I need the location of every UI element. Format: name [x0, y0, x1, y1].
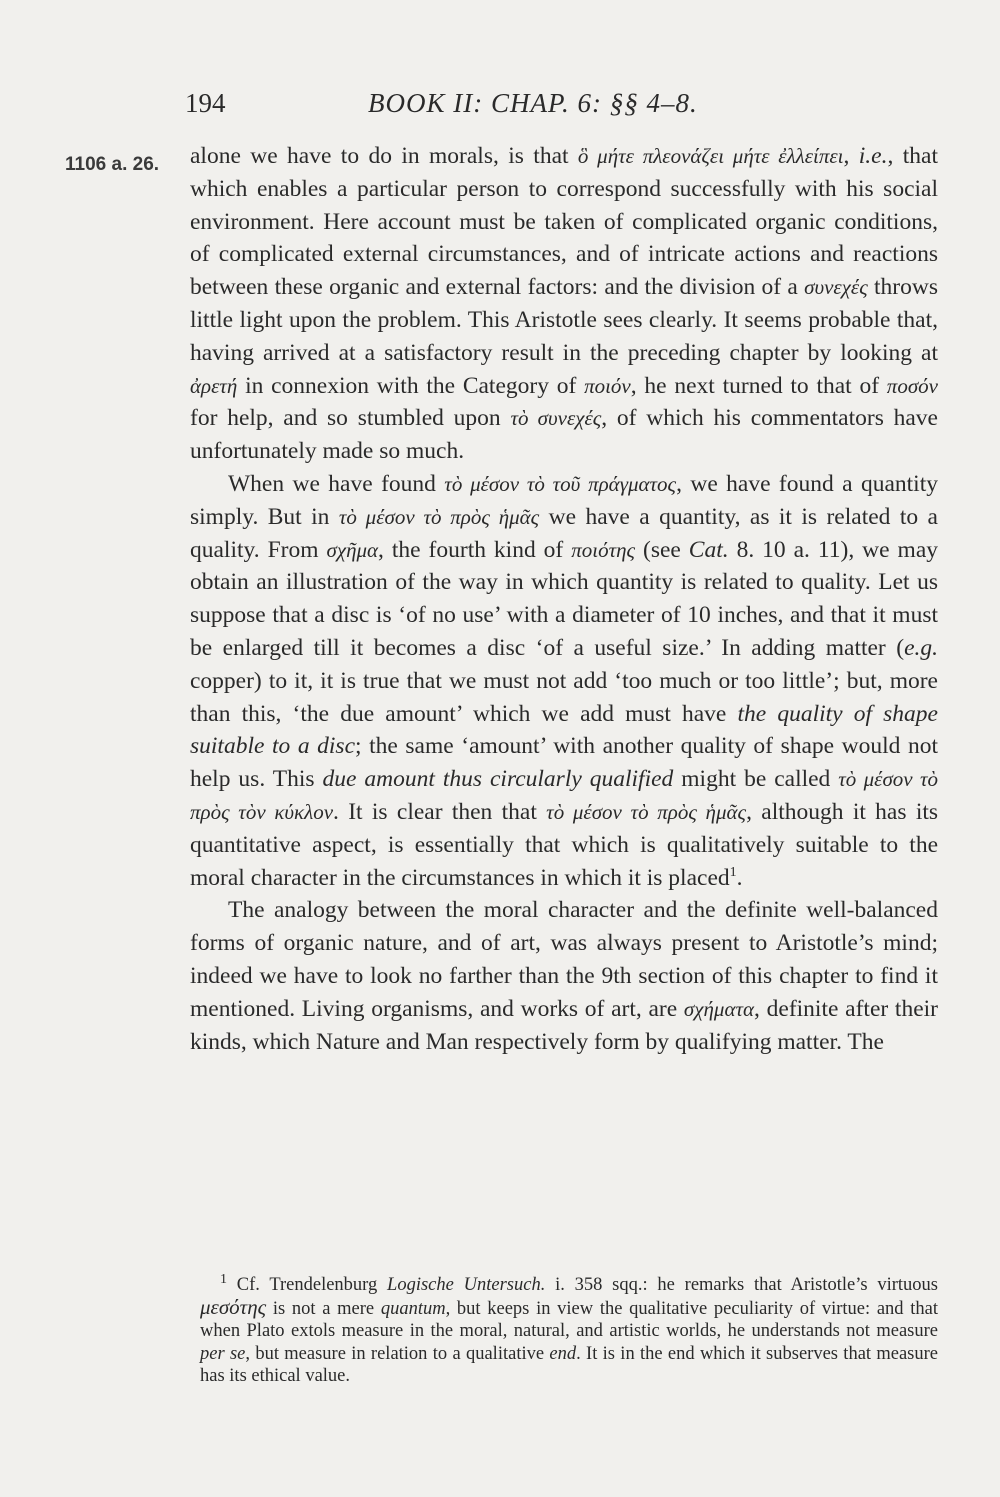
text-run: alone we have to do in morals, is that	[190, 143, 578, 169]
text-run: we have a quantity, as it is related to a quality. From	[190, 503, 938, 563]
text-run: . It is in the end which it subserves that measure has its ethical value.	[200, 1343, 938, 1386]
text-run: Cf. Trendelenburg	[227, 1275, 388, 1295]
text-run: The analogy between the moral character and the definite well-balanced forms of organic nature, and of art, was always present to Aristotle’s mind; indeed we have to look no farther than the 9th section of this chapter to find it mentioned. Living organisms, and works of art, are	[190, 897, 938, 1022]
greek-phrase: σχῆμα	[326, 537, 379, 562]
text-run: , he next turned to that of	[630, 372, 887, 399]
italic-phrase: end	[549, 1343, 577, 1364]
text-run: , definite after their kinds, which Nature and Man respectively form by qualifying matter. The	[190, 995, 938, 1055]
text-run: ,	[843, 143, 859, 169]
text-run: When we have found	[228, 470, 445, 497]
text-run: (see	[635, 536, 689, 563]
text-run: , but keeps in view the qualitative peculiarity of virtue: and that when Plato extols measure in the moral, natural, and artistic worlds, he understands not measure	[200, 1299, 938, 1342]
text-run: copper) to it, it is true that we must not add ‘too much or too little’; but, more than this, ‘the due amount’ which we add must have	[190, 667, 938, 727]
italic-phrase: the quality of shape suitable to a disc	[190, 700, 938, 760]
greek-phrase: σχήματα	[683, 996, 755, 1021]
text-run: i. 358 sqq.: he remarks that Aristotle’s virtuous	[545, 1275, 939, 1295]
text-run: . It is clear then that	[333, 798, 547, 825]
text-run: might be called	[673, 766, 839, 793]
footnote-marker: 1	[220, 1271, 227, 1287]
margin-reference: 1106 a. 26.	[65, 154, 160, 175]
greek-phrase: τὸ μέσον τὸ τοῦ πράγματος	[444, 471, 677, 496]
greek-phrase: μεσότης	[200, 1295, 267, 1320]
italic-phrase: Logische Untersuch.	[387, 1275, 546, 1295]
page-number: 194	[185, 88, 226, 118]
greek-phrase: τὸ συνεχές	[510, 406, 602, 431]
greek-phrase: ποσόν	[886, 373, 938, 398]
text-run: 8. 10 a. 11), we may obtain an illustration of the way in which quantity is related to quality. Let us suppose that a disc is ‘of no use’ with a diameter of 10 inches, and that it must be enlarged till it becomes a disc ‘of a useful size.’ In adding matter (	[190, 536, 938, 661]
text-run: throws little light upon the problem. This Aristotle sees clearly. It seems probable that, having arrived at a satisfactory result in the preceding chapter by looking at	[190, 274, 938, 366]
italic-phrase: quantum	[380, 1299, 446, 1320]
greek-phrase: ἀρετή	[190, 373, 238, 398]
greek-phrase: ὃ μήτε πλεονάζει μήτε ἐλλείπει	[577, 144, 844, 168]
text-run: , that which enables a particular person to correspond successfully with his social environment. Here account must be taken of complicated organic conditions, of complicated external circumstances, and of intricate actions and reactions between these organic and external factors: and the division of a	[190, 143, 938, 301]
body-text	[190, 140, 938, 1058]
italic-phrase: per se	[200, 1343, 246, 1364]
text-run: in connexion with the Category of	[237, 372, 585, 399]
page-header	[185, 88, 945, 128]
text-run: for help, and so stumbled upon	[190, 405, 511, 432]
paragraph-2	[190, 468, 938, 894]
italic-phrase: Cat.	[688, 536, 729, 563]
text-run: , the fourth kind of	[378, 536, 572, 563]
paragraph-1	[190, 140, 938, 468]
paragraph-3	[190, 894, 938, 1058]
italic-phrase: e.g.	[904, 634, 938, 661]
text-run: , we have found a quantity simply. But in	[190, 470, 938, 530]
text-run: is not a mere	[266, 1299, 381, 1320]
italic-phrase: i.e.	[858, 143, 888, 169]
text-run: .	[736, 864, 743, 891]
greek-phrase: συνεχές	[804, 275, 868, 300]
footnote	[200, 1271, 939, 1387]
greek-phrase: ποιόν	[584, 373, 631, 398]
text-run: ; the same ‘amount’ with another quality of shape would not help us. This	[190, 733, 939, 793]
greek-phrase: τὸ μέσον τὸ πρὸς τὸν κύκλον	[190, 767, 938, 824]
greek-phrase: τὸ μέσον τὸ πρὸς ἡμᾶς	[338, 504, 540, 529]
text-run: , of which his commentators have unfortunately made so much.	[190, 405, 938, 465]
italic-phrase: due amount thus circularly qualified	[322, 766, 674, 793]
greek-phrase: ποιότης	[571, 537, 636, 562]
text-run: , although it has its quantitative aspect, is essentially that which is qualitatively suitable to the moral character in the circumstances in which it is placed	[190, 798, 939, 891]
greek-phrase: τὸ μέσον τὸ πρὸς ἡμᾶς	[546, 799, 747, 824]
running-title: BOOK II: CHAP. 6: §§ 4–8.	[368, 88, 698, 118]
footnote-text	[200, 1271, 939, 1387]
footnote-marker: 1	[729, 864, 737, 880]
text-run: , but measure in relation to a qualitative	[245, 1343, 550, 1364]
